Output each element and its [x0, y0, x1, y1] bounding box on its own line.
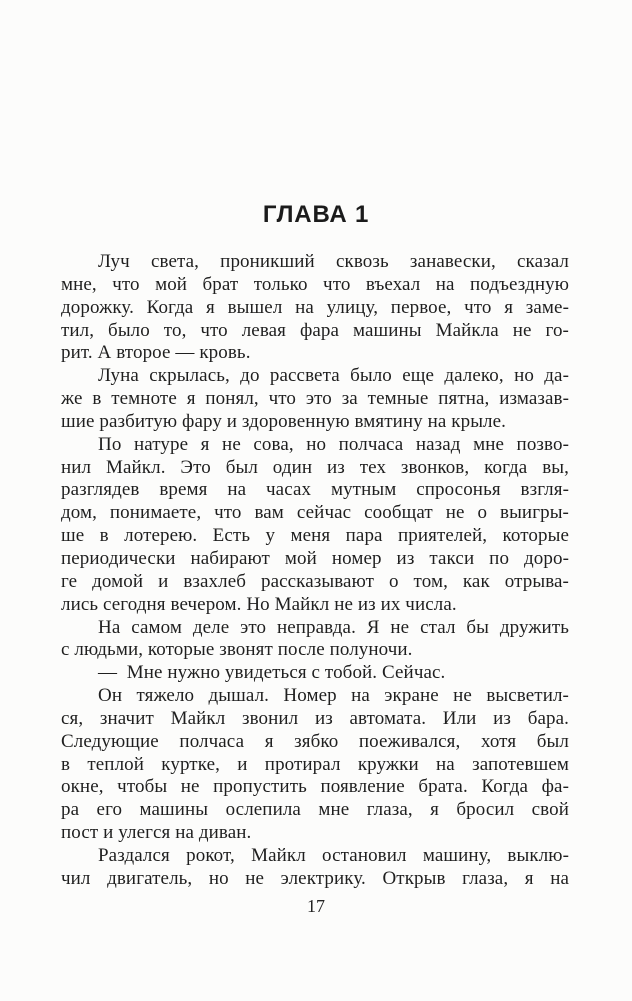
text-line: На самом деле это неправда. Я не стал бы дружить [98, 616, 569, 638]
text-line: нил Майкл. Это был один из тех звонков, когда вы, [61, 456, 569, 478]
text-line: ше в лотерею. Есть у меня пара приятелей, которые [61, 525, 569, 547]
text-line: дорожку. Когда я вышел на улицу, первое, что я заме- [61, 296, 569, 318]
page-number: 17 [307, 896, 325, 916]
text-line: шие разбитую фару и здоровенную вмятину на крыле. [61, 410, 507, 432]
text-block [61, 251, 569, 891]
paragraph [61, 845, 569, 891]
text-line: периодически набирают мой номер из такси по доро- [61, 547, 569, 569]
paragraph [61, 617, 569, 663]
text-line: рит. А второе — кровь. [61, 342, 251, 364]
paragraph [61, 434, 569, 617]
text-line: чил двигатель, но не электрику. Открыв глаза, я на [61, 867, 569, 889]
text-line: Он тяжело дышал. Номер на экране не высветил- [98, 685, 569, 707]
text-line: ра его машины ослепила мне глаза, я бросил свой [61, 799, 569, 821]
text-line: По натуре я не сова, но полчаса назад мне позво- [98, 433, 569, 455]
text-line: дом, понимаете, что вам сейчас сообщат не о выигры- [61, 502, 569, 524]
text-line: тил, было то, что левая фара машины Майкла не го- [61, 319, 569, 341]
text-line: пост и улегся на диван. [61, 822, 252, 844]
paragraph [61, 685, 569, 845]
text-line: же в темноте я понял, что это за темные пятна, измазав- [61, 388, 569, 410]
text-line: — Мне нужно увидеться с тобой. Сейчас. [98, 662, 446, 684]
paragraph [61, 365, 569, 434]
chapter-title: ГЛАВА 1 [262, 201, 370, 228]
text-line: Луч света, проникший сквозь занавески, сказал [98, 251, 569, 272]
text-line: мне, что мой брат только что въехал на подъездную [61, 273, 569, 295]
text-line: Луна скрылась, до рассвета было еще далеко, но да- [98, 365, 569, 387]
text-line: с людьми, которые звонят после полуночи. [61, 639, 413, 661]
text-line: разглядев время на часах мутным спросонья взгля- [61, 479, 569, 501]
text-line: Раздался рокот, Майкл остановил машину, выклю- [98, 844, 569, 866]
paragraph [61, 251, 569, 365]
text-line: ге домой и взахлеб рассказывают о том, как отрыва- [61, 570, 569, 592]
text-line: окне, чтобы не пропустить появление брата. Когда фа- [61, 776, 569, 798]
text-line: лись сегодня вечером. Но Майкл не из их числа. [61, 593, 457, 615]
text-line: ся, значит Майкл звонил из автомата. Или из бара. [61, 707, 569, 729]
text-line: в теплой куртке, и протирал кружки на запотевшем [61, 753, 569, 775]
text-line: Следующие полчаса я зябко поеживался, хотя был [61, 730, 569, 752]
paragraph [61, 662, 569, 685]
